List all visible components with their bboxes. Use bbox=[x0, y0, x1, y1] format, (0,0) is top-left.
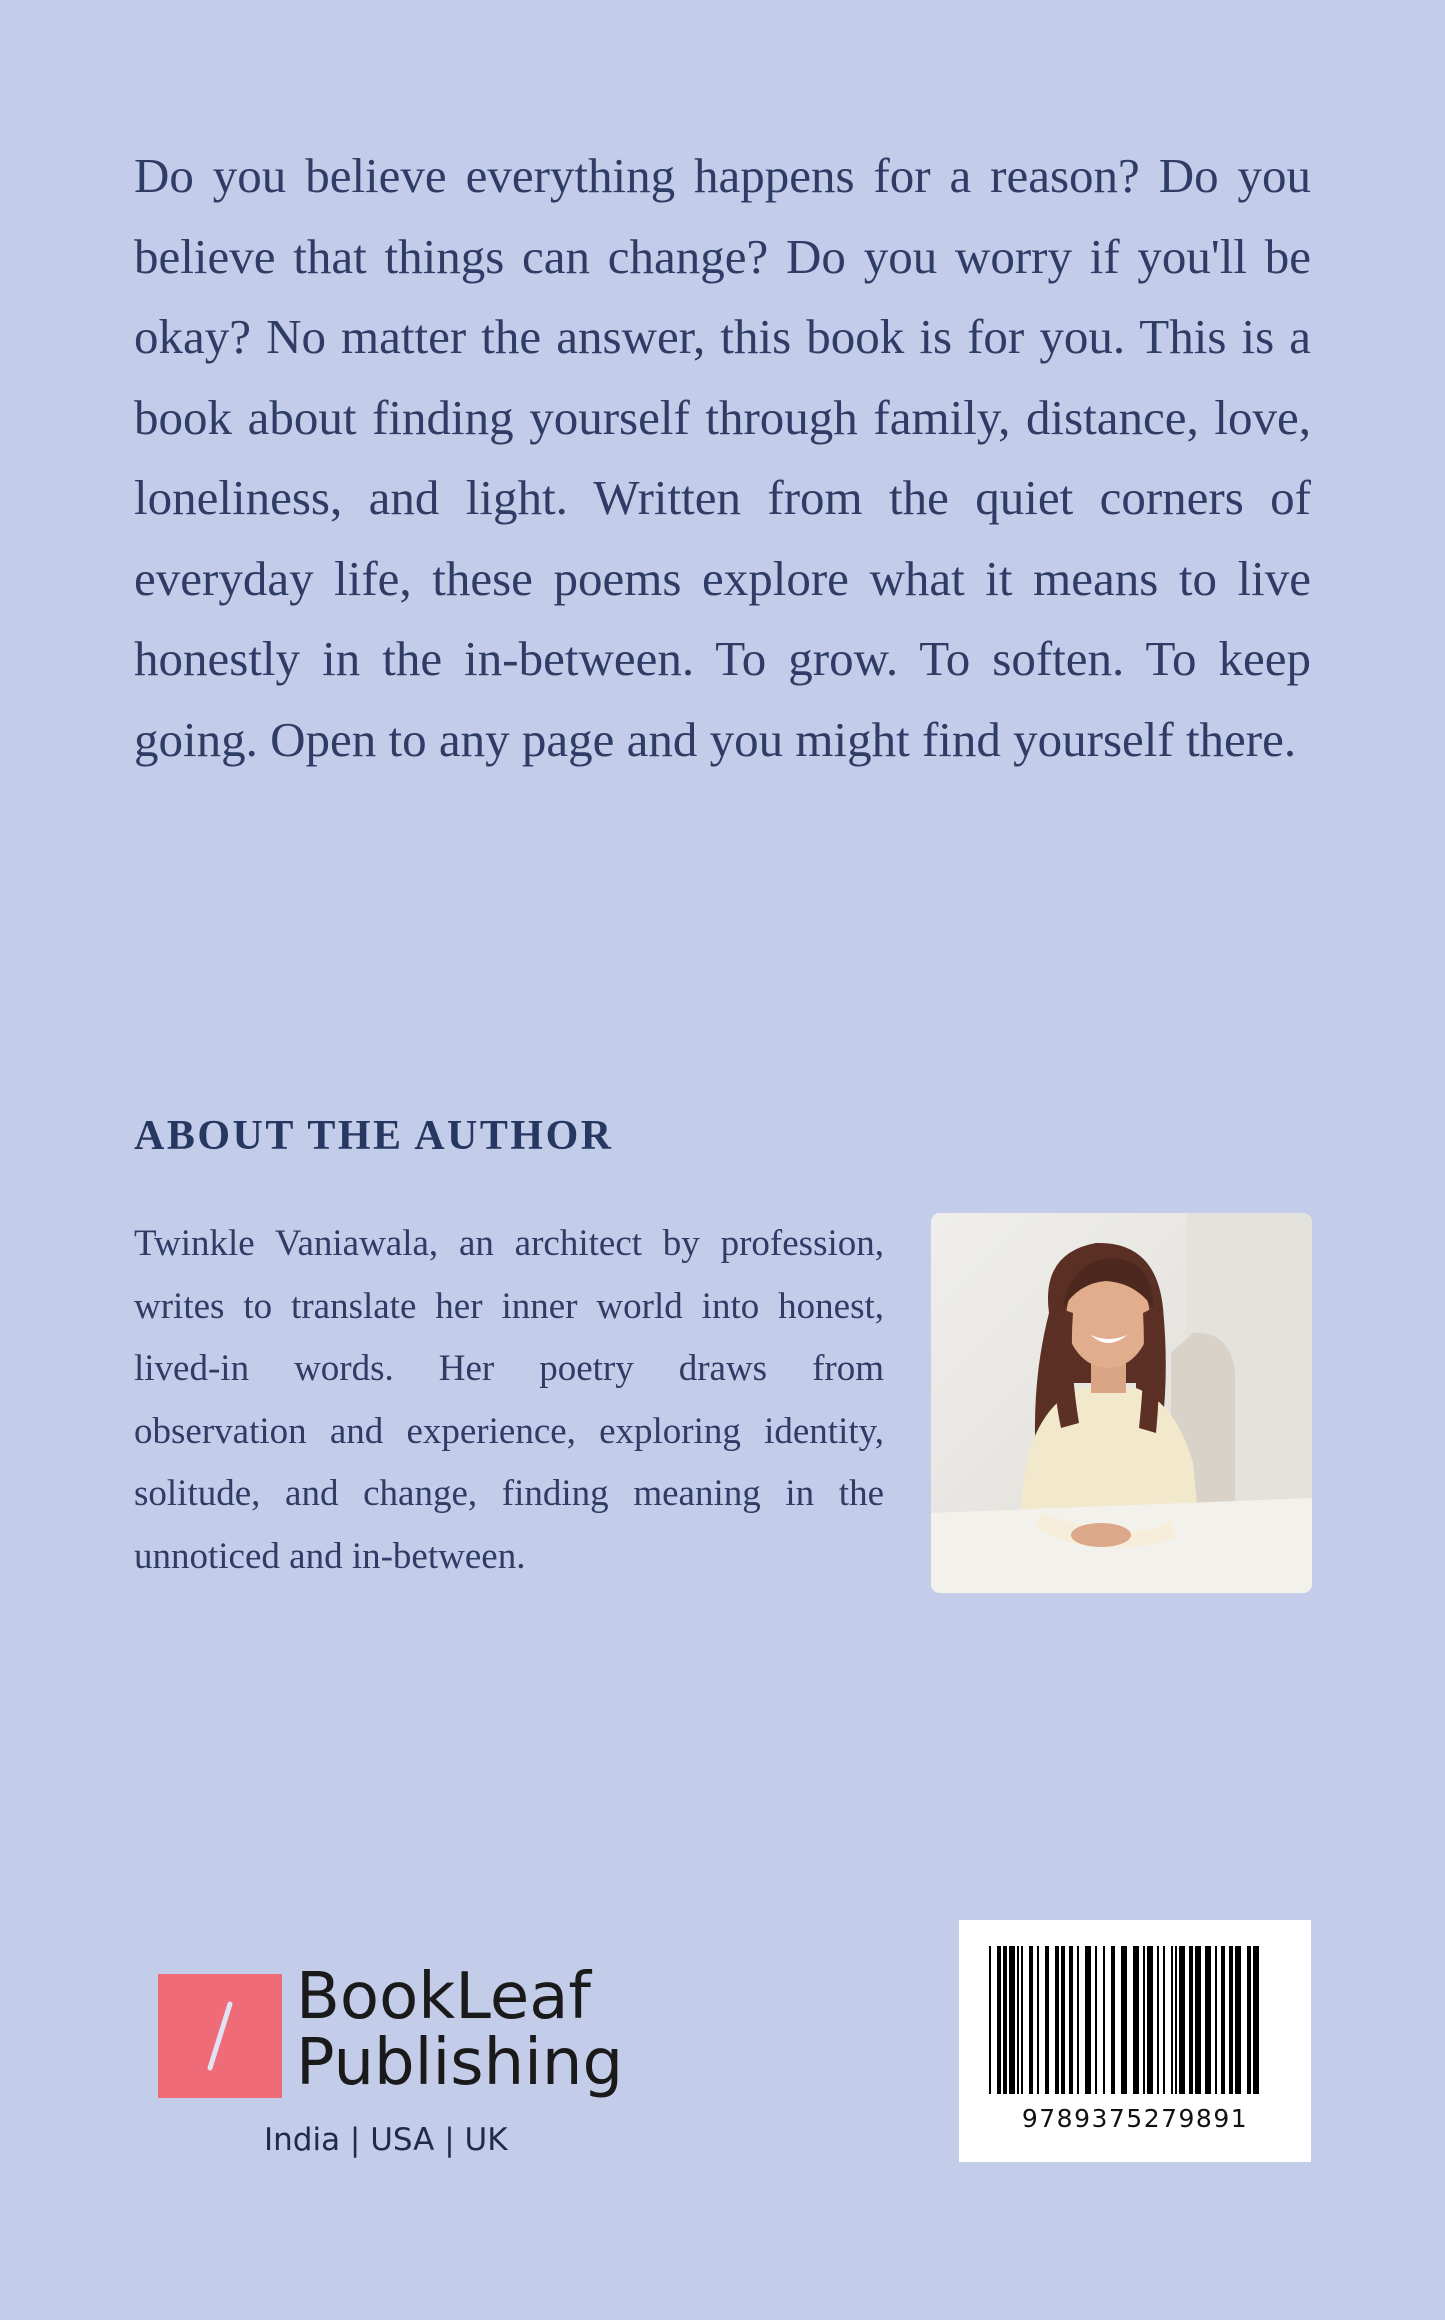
publisher-name bbox=[296, 1960, 624, 2100]
publisher-regions: India | USA | UK bbox=[264, 2122, 508, 2158]
barcode-bar bbox=[1009, 1946, 1015, 2094]
barcode-bar bbox=[1205, 1946, 1211, 2094]
author-bio: Twinkle Vaniawala, an architect by profession, writes to translate her inner world into honest, lived-in words. Her poetry draws from observation and experience, exploring identity, solitude, and change, finding meaning in the unnoticed and in-between. bbox=[134, 1223, 884, 1577]
barcode-bar bbox=[1095, 1946, 1097, 2094]
barcode-bar bbox=[1111, 1946, 1115, 2094]
publisher-name-line2: Publishing bbox=[296, 2026, 624, 2100]
back-cover-blurb: Do you believe everything happens for a reason? Do you believe that things can change? Do you worry if you'll be okay? No matter the answer, this book is for you. This is a book about finding yourself through family, distance, love, loneliness, and light. Written from the quiet corners of everyday life, these poems explore what it means to live honestly in the in-between. To grow. To soften. To keep going. Open to any page and you might find yourself there. bbox=[134, 148, 1311, 767]
isbn-number: 9789375279891 bbox=[1021, 2104, 1249, 2133]
barcode-bar bbox=[1175, 1946, 1177, 2094]
barcode bbox=[959, 1920, 1311, 2162]
barcode-bar bbox=[1003, 1946, 1007, 2094]
barcode-bars bbox=[987, 1946, 1283, 2094]
barcode-bar bbox=[1189, 1946, 1193, 2094]
barcode-bar bbox=[1085, 1946, 1091, 2094]
barcode-bar bbox=[1103, 1946, 1105, 2094]
barcode-bar bbox=[1229, 1946, 1233, 2094]
barcode-bar bbox=[1017, 1946, 1019, 2094]
publisher-logo bbox=[158, 1974, 282, 2098]
barcode-bar bbox=[1215, 1946, 1217, 2094]
barcode-bar bbox=[1069, 1946, 1073, 2094]
barcode-bar bbox=[997, 1946, 1001, 2094]
barcode-bar bbox=[1195, 1946, 1201, 2094]
barcode-bar bbox=[1143, 1946, 1145, 2094]
barcode-bar bbox=[1061, 1946, 1065, 2094]
about-author-heading: ABOUT THE AUTHOR bbox=[134, 1113, 614, 1159]
barcode-bar bbox=[1163, 1946, 1165, 2094]
barcode-bar bbox=[1029, 1946, 1033, 2094]
barcode-bar bbox=[1121, 1946, 1127, 2094]
barcode-bar bbox=[1055, 1946, 1059, 2094]
barcode-bar bbox=[1235, 1946, 1241, 2094]
author-photo bbox=[931, 1213, 1312, 1593]
barcode-bar bbox=[1147, 1946, 1153, 2094]
barcode-bar bbox=[1253, 1946, 1259, 2094]
publisher-name-line1: BookLeaf bbox=[296, 1960, 591, 2034]
barcode-bar bbox=[1221, 1946, 1225, 2094]
barcode-bar bbox=[1133, 1946, 1139, 2094]
barcode-bar bbox=[1247, 1946, 1251, 2094]
barcode-bar bbox=[1037, 1946, 1039, 2094]
barcode-bar bbox=[989, 1946, 991, 2094]
barcode-bar bbox=[1179, 1946, 1185, 2094]
barcode-bar bbox=[1157, 1946, 1159, 2094]
barcode-bar bbox=[1171, 1946, 1173, 2094]
barcode-bar bbox=[1045, 1946, 1049, 2094]
barcode-bar bbox=[1021, 1946, 1023, 2094]
barcode-bar bbox=[1077, 1946, 1079, 2094]
